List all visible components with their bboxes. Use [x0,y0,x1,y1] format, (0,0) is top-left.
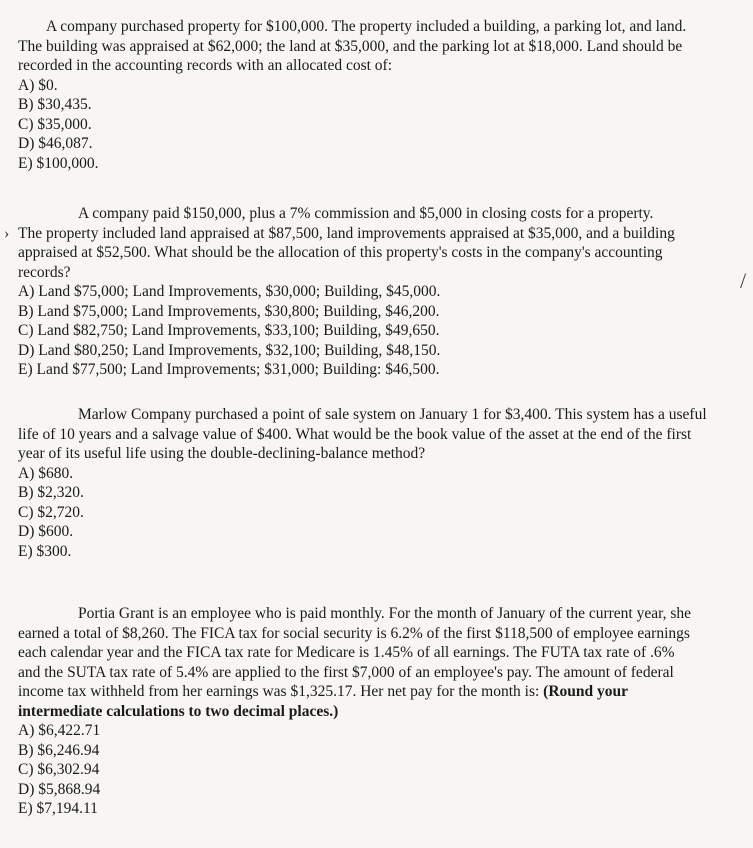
option-e: E) $7,194.11 [18,800,98,817]
margin-arrow-mark: › [4,225,10,242]
option-c: C) $2,720. [18,503,84,521]
answer-options [18,282,678,380]
question-stem: A company purchased property for $100,000. The property included a building, a parking lot, and land. The building was appraised at $62,000; the land at $35,000, and the parking lot at $18,000. Land should be recorded in the accounting records with an allocated cost of: [18,18,687,74]
option-c: C) $6,302.94 [18,761,100,778]
option-e: E) $300. [18,542,72,560]
option-d: D) Land $80,250; Land Improvements, $32,100; Building, $48,150. [18,341,441,359]
edge-mark: / [740,268,747,293]
question-stem: Marlow Company purchased a point of sale system on January 1 for $3,400. This system has a useful life of 10 years and a salvage value of $400. What would be the book value of the asset at the end of the first year of its useful life using the double-declining-balance method? [18,406,707,462]
question-3 [18,405,708,561]
option-b: B) $30,435. [18,96,92,113]
option-b: B) $6,246.94 [18,741,100,759]
answer-options [18,721,693,819]
question-1 [18,17,698,173]
answer-options [18,76,698,174]
question-stem: Portia Grant is an employee who is paid monthly. For the month of January of the current year, she earned a total of $8,260. The FICA tax for social security is 6.2% of the first $118,500 of employee earnings each calendar year and the FICA tax rate for Medicare is 1.45% of all earnings. The FUTA tax rate of .6% and the SUTA tax rate of 5.4% are applied to the first $7,000 of an employee's pay. The amount of federal income tax withheld from her earnings was $1,325.17. Her net pay for the month is: (Round your intermediate calculations to two decimal places.) [18,605,692,720]
option-c: C) $35,000. [18,115,92,133]
question-4 [18,604,693,819]
option-e: E) $100,000. [18,154,99,172]
rounding-instruction: (Round your intermediate calculations to two decimal places.) [18,683,628,720]
option-a: A) $680. [18,464,74,482]
option-e: E) Land $77,500; Land Improvements; $31,000; Building: $46,500. [18,361,440,378]
option-d: D) $5,868.94 [18,780,101,798]
option-d: D) $46,087. [18,135,93,152]
question-stem: A company paid $150,000, plus a 7% commission and $5,000 in closing costs for a property. The property included land appraised at $87,500, land improvements appraised at $35,000, and a building appraised at $52,500. What should be the allocation of this property's costs in the company's accounting records? [18,205,675,281]
option-b: B) $2,320. [18,484,84,501]
option-d: D) $600. [18,523,74,540]
option-a: A) Land $75,000; Land Improvements, $30,000; Building, $45,000. [18,283,441,300]
option-a: A) $0. [18,76,58,94]
option-c: C) Land $82,750; Land Improvements, $33,100; Building, $49,650. [18,322,440,339]
question-2 [18,204,678,380]
answer-options [18,464,708,562]
option-b: B) Land $75,000; Land Improvements, $30,800; Building, $46,200. [18,302,440,320]
option-a: A) $6,422.71 [18,722,101,739]
